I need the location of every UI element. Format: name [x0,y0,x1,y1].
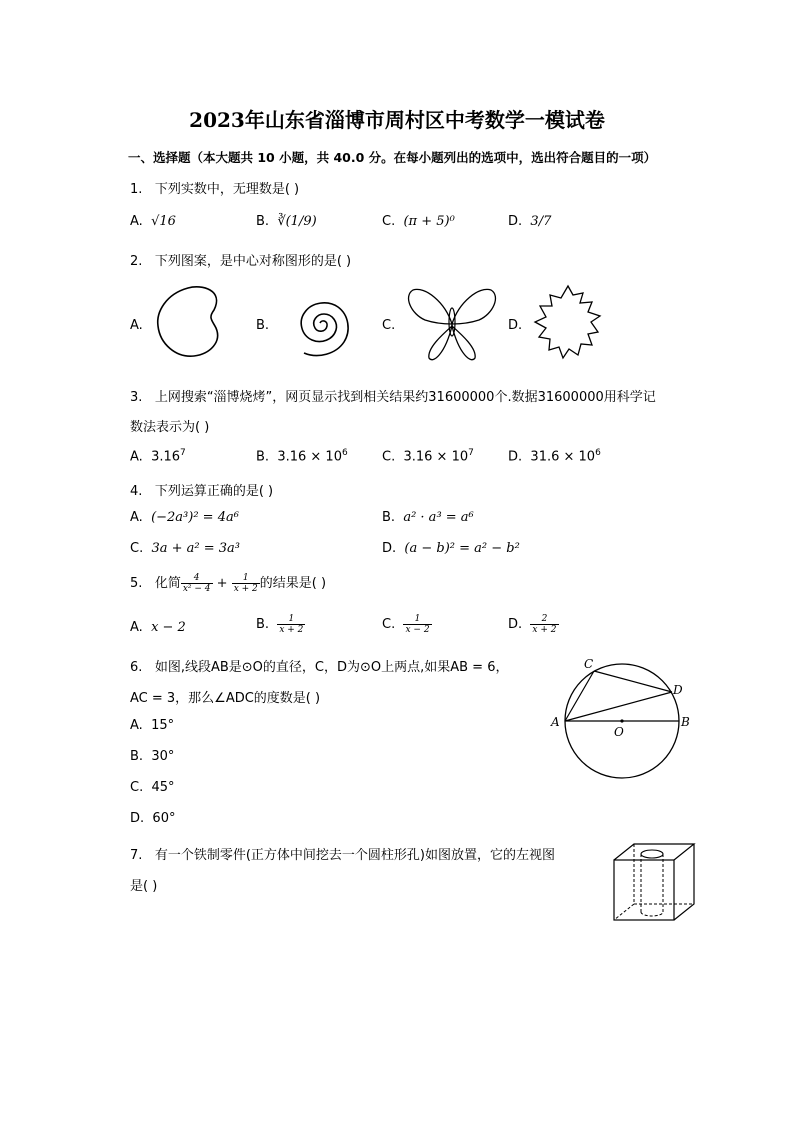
question-number: 5. [130,576,143,591]
question-3-line2: 数法表示为( ) [130,420,210,435]
q3-option-b[interactable]: B. $3.16 \times 10^6$ [256,448,348,465]
q5-option-c[interactable]: C. $\frac{1}{x - 2}$ [382,614,430,635]
chord-cd [594,671,672,692]
q2-option-a-label[interactable]: A. [130,318,143,333]
q6-option-c[interactable]: C. 45° [130,780,175,795]
circle-geometry-figure [548,656,698,782]
question-1 [130,178,299,197]
question-number: 3. [130,390,143,405]
q1-option-a[interactable]: A. √16 [130,214,176,229]
option-math: 3/7 [530,214,552,229]
question-text: 如图,线段AB是⊙O的直径，C，D为⊙O上两点,如果AB = 6， [154,660,509,675]
question-3 [130,386,656,405]
question-number: 4. [130,484,143,499]
q5-option-b[interactable]: B. $\frac{1}{x + 2}$ [256,614,304,635]
question-6-line2: AC = 3，那么∠ADC的度数是( ) [130,691,321,706]
question-7 [130,844,555,863]
q3-option-d[interactable]: D. $31.6 \times 10^6$ [508,448,601,465]
section-heading: 一、选择题（本大题共 10 小题，共 40.0 分。在每小题列出的选项中，选出符合题目的一项） [128,150,657,165]
q3-option-c[interactable]: C. $3.16 \times 10^7$ [382,448,474,465]
q4-option-a[interactable]: A. (−2a³)² = 4a⁶ [130,510,239,525]
q1-option-d[interactable]: D. 3/7 [508,214,552,229]
label-a: A [551,715,560,729]
question-7-line2: 是( ) [130,879,158,894]
question-text: 下列实数中，无理数是( ) [154,182,300,197]
question-6 [130,656,508,675]
question-text: 有一个铁制零件(正方体中间挖去一个圆柱形孔)如图放置，它的左视图 [154,848,555,863]
q1-option-c[interactable]: C. (π + 5)⁰ [382,214,455,229]
fraction: $\frac{4}{\text{x² − 4}}$ [182,573,211,594]
cardioid-figure [152,282,226,360]
label-o: O [614,725,624,739]
fraction: $\frac{1}{x + 2}$ [233,573,258,594]
q6-option-a[interactable]: A. 15° [130,718,175,733]
q5-option-a[interactable]: A. x − 2 [130,620,186,635]
q1-option-b[interactable]: B. ∛(1/9) [256,214,317,229]
koch-snowflake-figure [528,284,608,364]
question-5: 5. 化简 $\frac{4}{\text{x² − 4}}$ + $\frac{1}{x + 2}$ 的结果是( ) [130,573,327,594]
q6-option-b[interactable]: B. 30° [130,749,175,764]
center-point [620,719,623,722]
q2-option-d-label[interactable]: D. [508,318,523,333]
option-math: (π + 5)⁰ [403,214,455,229]
question-2 [130,250,351,269]
label-c: C [584,657,594,671]
question-text: 下列运算正确的是( ) [154,484,274,499]
q2-option-c-label[interactable]: C. [382,318,396,333]
q5-option-d[interactable]: D. $\frac{2}{x + 2}$ [508,614,557,635]
question-number: 6. [130,660,143,675]
q4-option-d[interactable]: D. (a − b)² = a² − b² [382,541,520,556]
question-4 [130,480,273,499]
label-d: D [673,683,683,697]
question-text: 下列图案，是中心对称图形的是( ) [154,254,352,269]
page-title: 2023年山东省淄博市周村区中考数学一模试卷 [189,108,605,132]
cube-with-hole-figure [612,842,696,922]
chord-ac [565,671,594,721]
option-math: √16 [151,214,176,229]
chord-ad [565,692,672,721]
option-math: ∛(1/9) [277,214,317,229]
spiral-figure [276,283,366,363]
butterfly-figure [405,284,499,364]
q6-option-d[interactable]: D. 60° [130,811,176,826]
q4-option-c[interactable]: C. 3a + a² = 3a³ [130,541,241,556]
question-number: 7. [130,848,143,863]
q3-option-a[interactable]: A. 3.16$^7$ [130,448,186,465]
question-text: 上网搜索“淄博烧烤”，网页显示找到相关结果约31600000个.数据31600000用科学记 [154,390,656,405]
q4-option-b[interactable]: B. a² · a³ = a⁶ [382,510,474,525]
q2-option-b-label[interactable]: B. [256,318,270,333]
question-number: 2. [130,254,143,269]
question-number: 1. [130,182,143,197]
label-b: B [681,715,690,729]
